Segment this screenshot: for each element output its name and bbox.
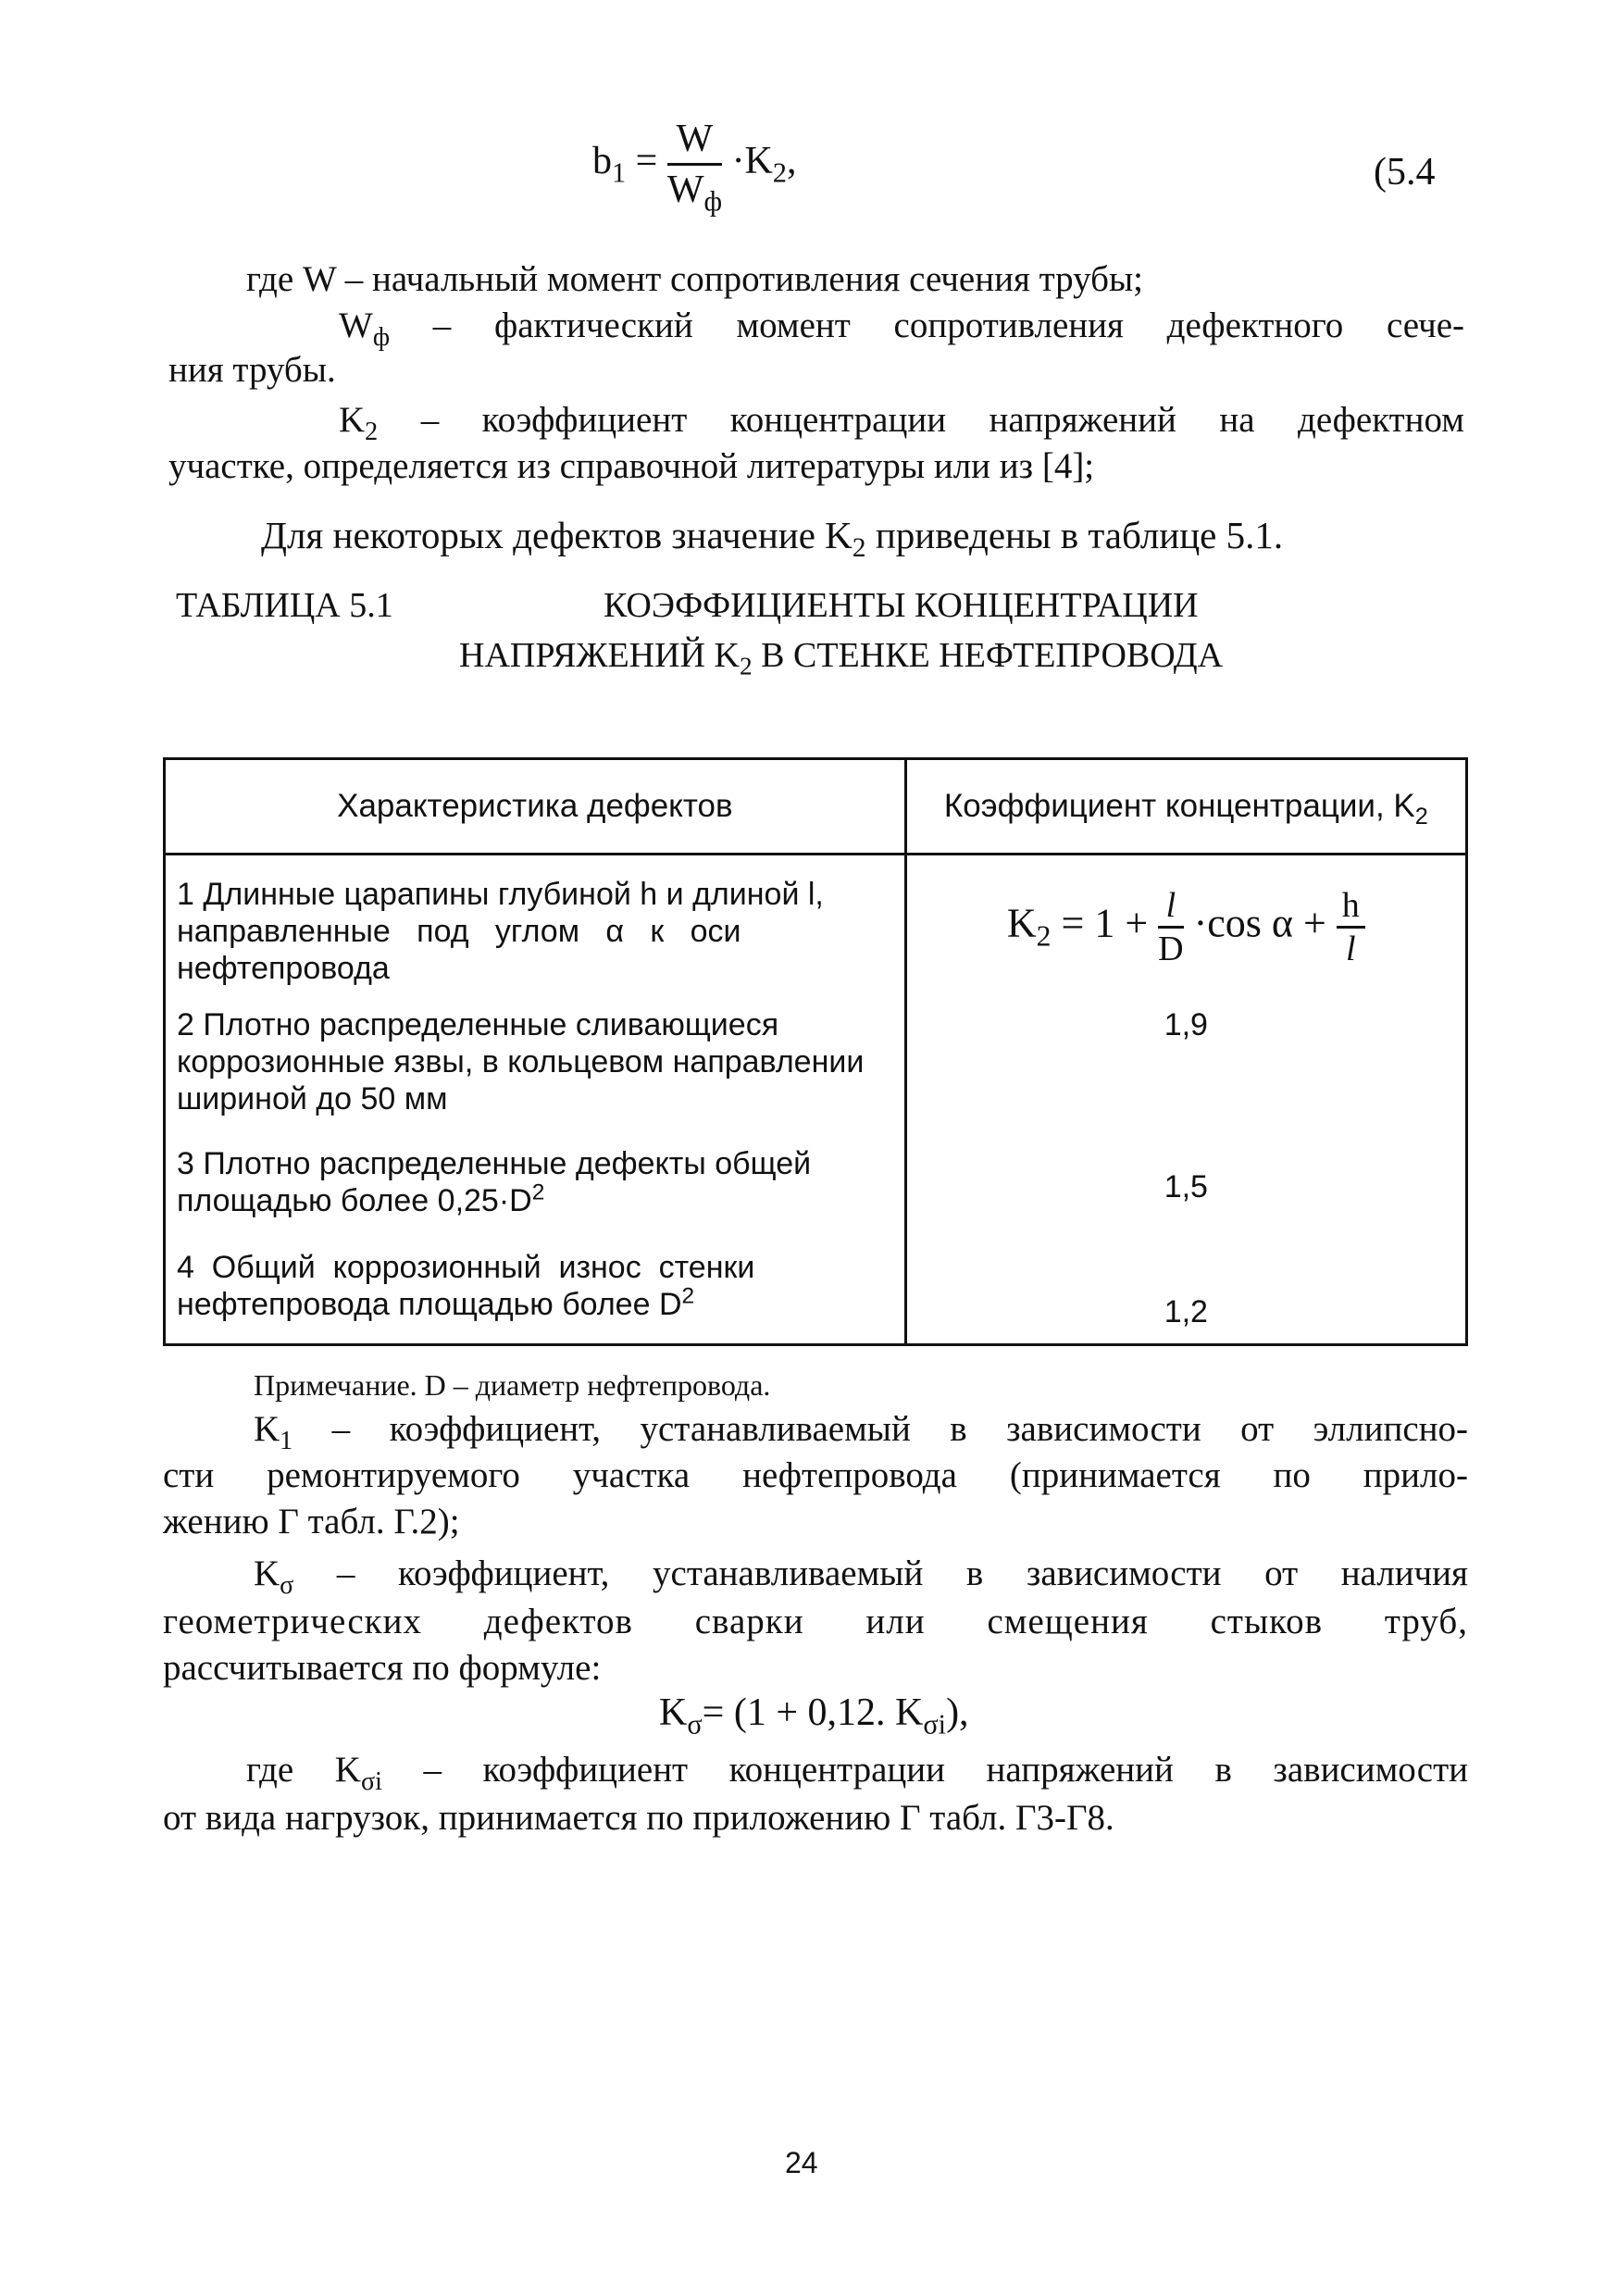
table-row	[165, 999, 1467, 1138]
ksigma-formula: $K_\sigma= (1 + 0,12$. $K_{\sigma i}$),	[659, 1691, 969, 1741]
k1-definition: $K_1$ – коэффициент, устанавливаемый в зависимости от эллипсно-	[254, 1409, 1468, 1455]
header-concentration-coefficient: Коэффициент концентрации, $K_2$	[905, 759, 1466, 855]
definition-k2: $K_2$ – коэффициент концентрации напряжений на дефектном	[339, 400, 1464, 446]
k1-definition-cont: сти ремонтируемого участка нефтепровода (принимается по прило-	[163, 1455, 1468, 1495]
coefficient-value: 1,5	[905, 1138, 1466, 1236]
defect-description: 4 Общий коррозионный износ стенки нефтепровода площадью более $D^2$	[165, 1236, 906, 1345]
intro-sentence: Для некоторых дефектов значение $K_2$ приведены в таблице 5.1.	[261, 514, 1284, 564]
table-label: ТАБЛИЦА 5.1	[176, 586, 393, 625]
table-note: Примечание. D – диаметр нефтепровода.	[254, 1368, 771, 1402]
header-defect-characteristics: Характеристика дефектов	[165, 759, 906, 855]
coefficient-value: 1,2	[905, 1236, 1466, 1345]
table-header-row	[165, 759, 1467, 855]
definition-wf-cont: ния трубы.	[168, 350, 336, 390]
page-number: 24	[785, 2146, 818, 2179]
ksigma-definition-end: рассчитывается по формуле:	[163, 1648, 602, 1688]
formula-tail: $\cdot K_2$,	[731, 140, 797, 189]
table-title-line1: КОЭФФИЦИЕНТЫ КОНЦЕНТРАЦИИ	[604, 586, 1199, 625]
stress-concentration-table	[163, 757, 1468, 1346]
definition-w: где W – начальный момент сопротивления сечения трубы;	[246, 259, 1144, 299]
table-title-line2: НАПРЯЖЕНИЙ $K_2$ В СТЕНКЕ НЕФТЕПРОВОДА	[459, 636, 1224, 680]
table-row	[165, 1236, 1467, 1345]
equals-sign: =	[635, 140, 658, 183]
ksigmai-definition: где $K_{\sigma i}$ – коэффициент концентрации напряжений в зависимости	[246, 1750, 1468, 1796]
formula-fraction	[666, 117, 723, 218]
fraction-denominator: $W_ф$	[666, 168, 723, 218]
formula-lhs: $b_1$	[592, 140, 627, 189]
definition-k2-cont: участке, определяется из справочной литературы или из [4];	[168, 446, 1095, 486]
ksigma-definition: $K_\sigma$ – коэффициент, устанавливаемый в зависимости от наличия	[254, 1554, 1468, 1600]
formula-number: (5.4	[1374, 151, 1436, 193]
ksigma-definition-cont: геометрических дефектов сварки или смещения стыков труб,	[163, 1602, 1468, 1641]
table-row	[165, 1138, 1467, 1236]
defect-description: 2 Плотно распределенные сливающиеся коррозионные язвы, в кольцевом направлении шириной до 50 мм	[165, 999, 906, 1138]
k1-definition-end: жению Г табл. Г.2);	[163, 1502, 460, 1541]
ksigmai-definition-cont: от вида нагрузок, принимается по приложению Г табл. Г3-Г8.	[163, 1798, 1114, 1838]
defect-description: 1 Длинные царапины глубиной h и длиной l, направленные под углом α к оси нефтепровода	[165, 855, 906, 999]
formula-5-4	[592, 117, 797, 218]
coefficient-formula: $K_2 = 1$ + $\frac{l}{D}$ ·cos α + $\frac{h}{l}$	[905, 855, 1466, 999]
fraction-numerator: W	[667, 117, 722, 166]
table-row	[165, 855, 1467, 999]
defect-description: 3 Плотно распределенные дефекты общей площадью более $0,25\cdot D^2$	[165, 1138, 906, 1236]
coefficient-value: 1,9	[905, 999, 1466, 1138]
definition-wf: $W_ф$ – фактический момент сопротивления дефектного сече-	[339, 306, 1464, 352]
